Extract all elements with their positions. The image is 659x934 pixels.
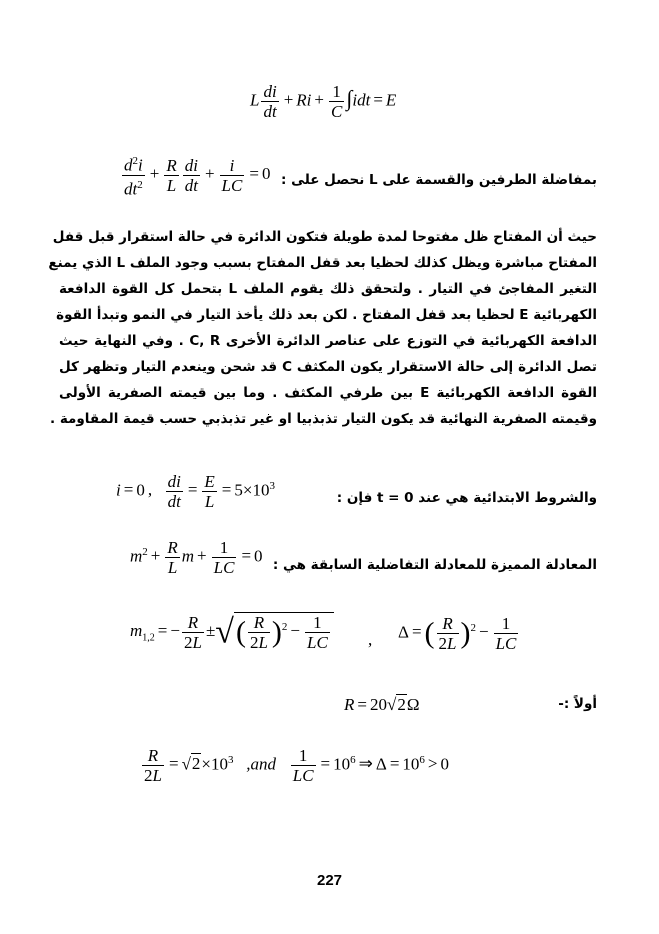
- first-case-label: أولاً :-: [558, 696, 597, 712]
- page-number: 227: [316, 872, 343, 889]
- initial-conditions-equation: i = 0 , $\frac{di}{dt}$ = $\frac{E}{L}$ = $5\times 10^3$: [116, 472, 275, 511]
- resistance-value: R = 20√2Ω: [344, 695, 420, 714]
- paragraph-line: الكهربائية E لحظيا بعد قفل المفتاح . لكن بعد ذلك يأخذ التيار في النمو وتبدأ القوة: [56, 307, 597, 323]
- paragraph-line: حيث أن المفتاح ظل مفتوحا لمدة طويلة فتكون الدائرة في حالة استقرار قبل قفل: [52, 229, 597, 245]
- values-equation: $\frac{R}{2L}$ = $√2\times 10^3$ ,and $\frac{1}{LC}$ = $10^6$ ⇒ $\Delta = 10^6 > 0$: [144, 746, 450, 785]
- paragraph-line: التغير المفاجئ في التيار . ولتحقق ذلك يقوم الملف L بتحمل كل القوة الدافعة: [59, 281, 597, 297]
- paragraph-line: تصل الدائرة إلى حالة الاستقرار يكون المكثف C قد شحن وينعدم التيار وتظهر كل: [59, 359, 597, 375]
- characteristic-equation: $m^2$ + $\frac{R}{L}$ m + $\frac{1}{LC}$ = 0: [130, 538, 263, 577]
- explanation-paragraph: [48, 224, 598, 432]
- initial-conditions-intro: والشروط الابتدائية هي عند t = 0 فإن :: [336, 490, 597, 506]
- comma-separator: ,: [368, 630, 373, 649]
- paragraph-line: الدافعة الكهربائية في التوزع على عناصر الدائرة الأخرى C, R . وفي النهاية حيث: [59, 333, 598, 349]
- paragraph-line: القوة الدافعة الكهربائية E بين طرفي المكثف . وما بين قيمته الصفرية الأولى: [59, 385, 597, 401]
- differentiated-equation: $\frac{d^2i}{dt^2}$ + $\frac{R}{L}$ $\frac{di}{dt}$ + $\frac{i}{LC}$ = 0: [120, 152, 270, 198]
- paragraph-line: المفتاح مباشرة ويظل كذلك لحظيا بعد قفل المفتاح بسبب وجود الملف L الذي يمنع: [48, 255, 597, 271]
- discriminant-equation: Δ = ( $\frac{R}{2L}$ )$^2$ − $\frac{1}{LC}$: [398, 614, 517, 653]
- kvl-equation: L $\frac{di}{dt}$ + Ri + $\frac{1}{C}$ ∫idt = E: [250, 82, 397, 121]
- roots-equation: $m_{1,2}$ = − $\frac{R}{2L}$ ±√( $\frac{R}{2L}$ )$^2$ − $\frac{1}{LC}$: [130, 612, 334, 652]
- paragraph-line: وقيمته الصفرية النهائية قد يكون التيار تذبذبيا او غير تذبذبي حسب قيمة المقاومة .: [50, 411, 597, 427]
- characteristic-intro: المعادلة المميزة للمعادلة التفاضلية السابقة هي :: [272, 557, 597, 573]
- differentiate-intro: بمفاضلة الطرفين والقسمة على L نحصل على :: [280, 172, 597, 188]
